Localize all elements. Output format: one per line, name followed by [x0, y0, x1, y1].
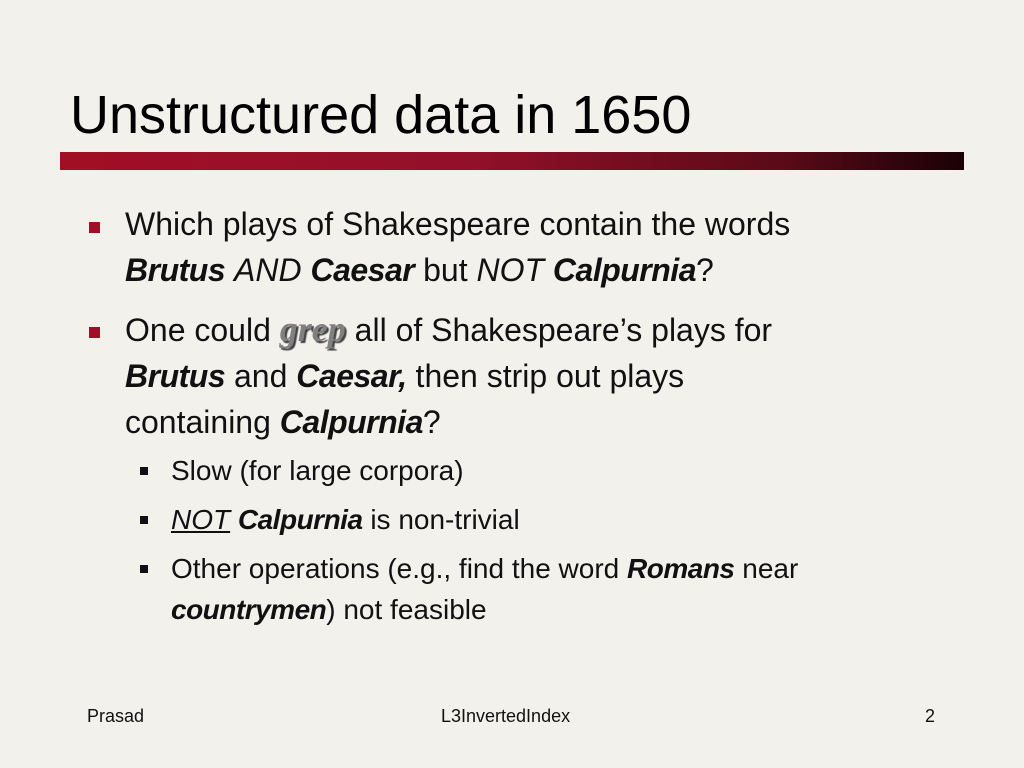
term-calpurnia: Calpurnia [237, 504, 363, 535]
bullet-1-text: Which plays of Shakespeare contain the words [125, 206, 791, 242]
sub-bullet-2 [171, 499, 951, 540]
term-romans: Romans [627, 553, 735, 584]
term-brutus: Brutus [125, 252, 226, 288]
bullet-2-text: One could [125, 312, 271, 348]
word-and: and [234, 358, 288, 394]
operator-not-underlined: NOT [171, 504, 231, 535]
sub-bullet-1 [171, 450, 951, 491]
bullet-2-text-strip: then strip out plays [415, 358, 685, 394]
sub-bullet-1-text: Slow (for large corpora) [171, 455, 464, 486]
term-calpurnia: Calpurnia [279, 404, 423, 440]
question-mark: ? [695, 252, 714, 288]
slide-number: 2 [925, 706, 936, 726]
sub-bullet-square-icon [140, 516, 148, 524]
bullet-1 [125, 201, 945, 293]
operator-and: AND [234, 252, 302, 288]
footer-title: L3InvertedIndex [441, 706, 571, 726]
bullet-square-icon [89, 222, 100, 233]
sub-bullet-3-text: Other operations (e.g., find the word [171, 553, 620, 584]
footer-author: Prasad [87, 706, 145, 726]
word-near: near [742, 553, 799, 584]
term-calpurnia: Calpurnia [552, 252, 696, 288]
bullet-2-text-containing: containing [125, 404, 271, 440]
question-mark: ? [422, 404, 441, 440]
bullet-square-icon [89, 327, 100, 338]
sub-bullet-square-icon [140, 467, 148, 475]
sub-bullet-3 [171, 548, 951, 630]
title-underline-bar [60, 152, 964, 170]
bullet-2-text-cont: all of Shakespeare’s plays for [354, 312, 773, 348]
bullet-2 [125, 306, 945, 445]
term-brutus: Brutus [125, 358, 226, 394]
term-countrymen: countrymen [171, 594, 327, 625]
operator-not: NOT [476, 252, 545, 288]
term-caesar: Caesar, [296, 358, 407, 394]
slide-title: Unstructured data in 1650 [70, 85, 692, 145]
sub-bullet-3-text-end: ) not feasible [326, 594, 487, 625]
term-caesar: Caesar [310, 252, 415, 288]
sub-bullet-square-icon [140, 565, 148, 573]
grep-wordart: grep [279, 309, 346, 349]
sub-bullet-2-text: is non-trivial [370, 504, 520, 535]
word-but: but [423, 252, 468, 288]
